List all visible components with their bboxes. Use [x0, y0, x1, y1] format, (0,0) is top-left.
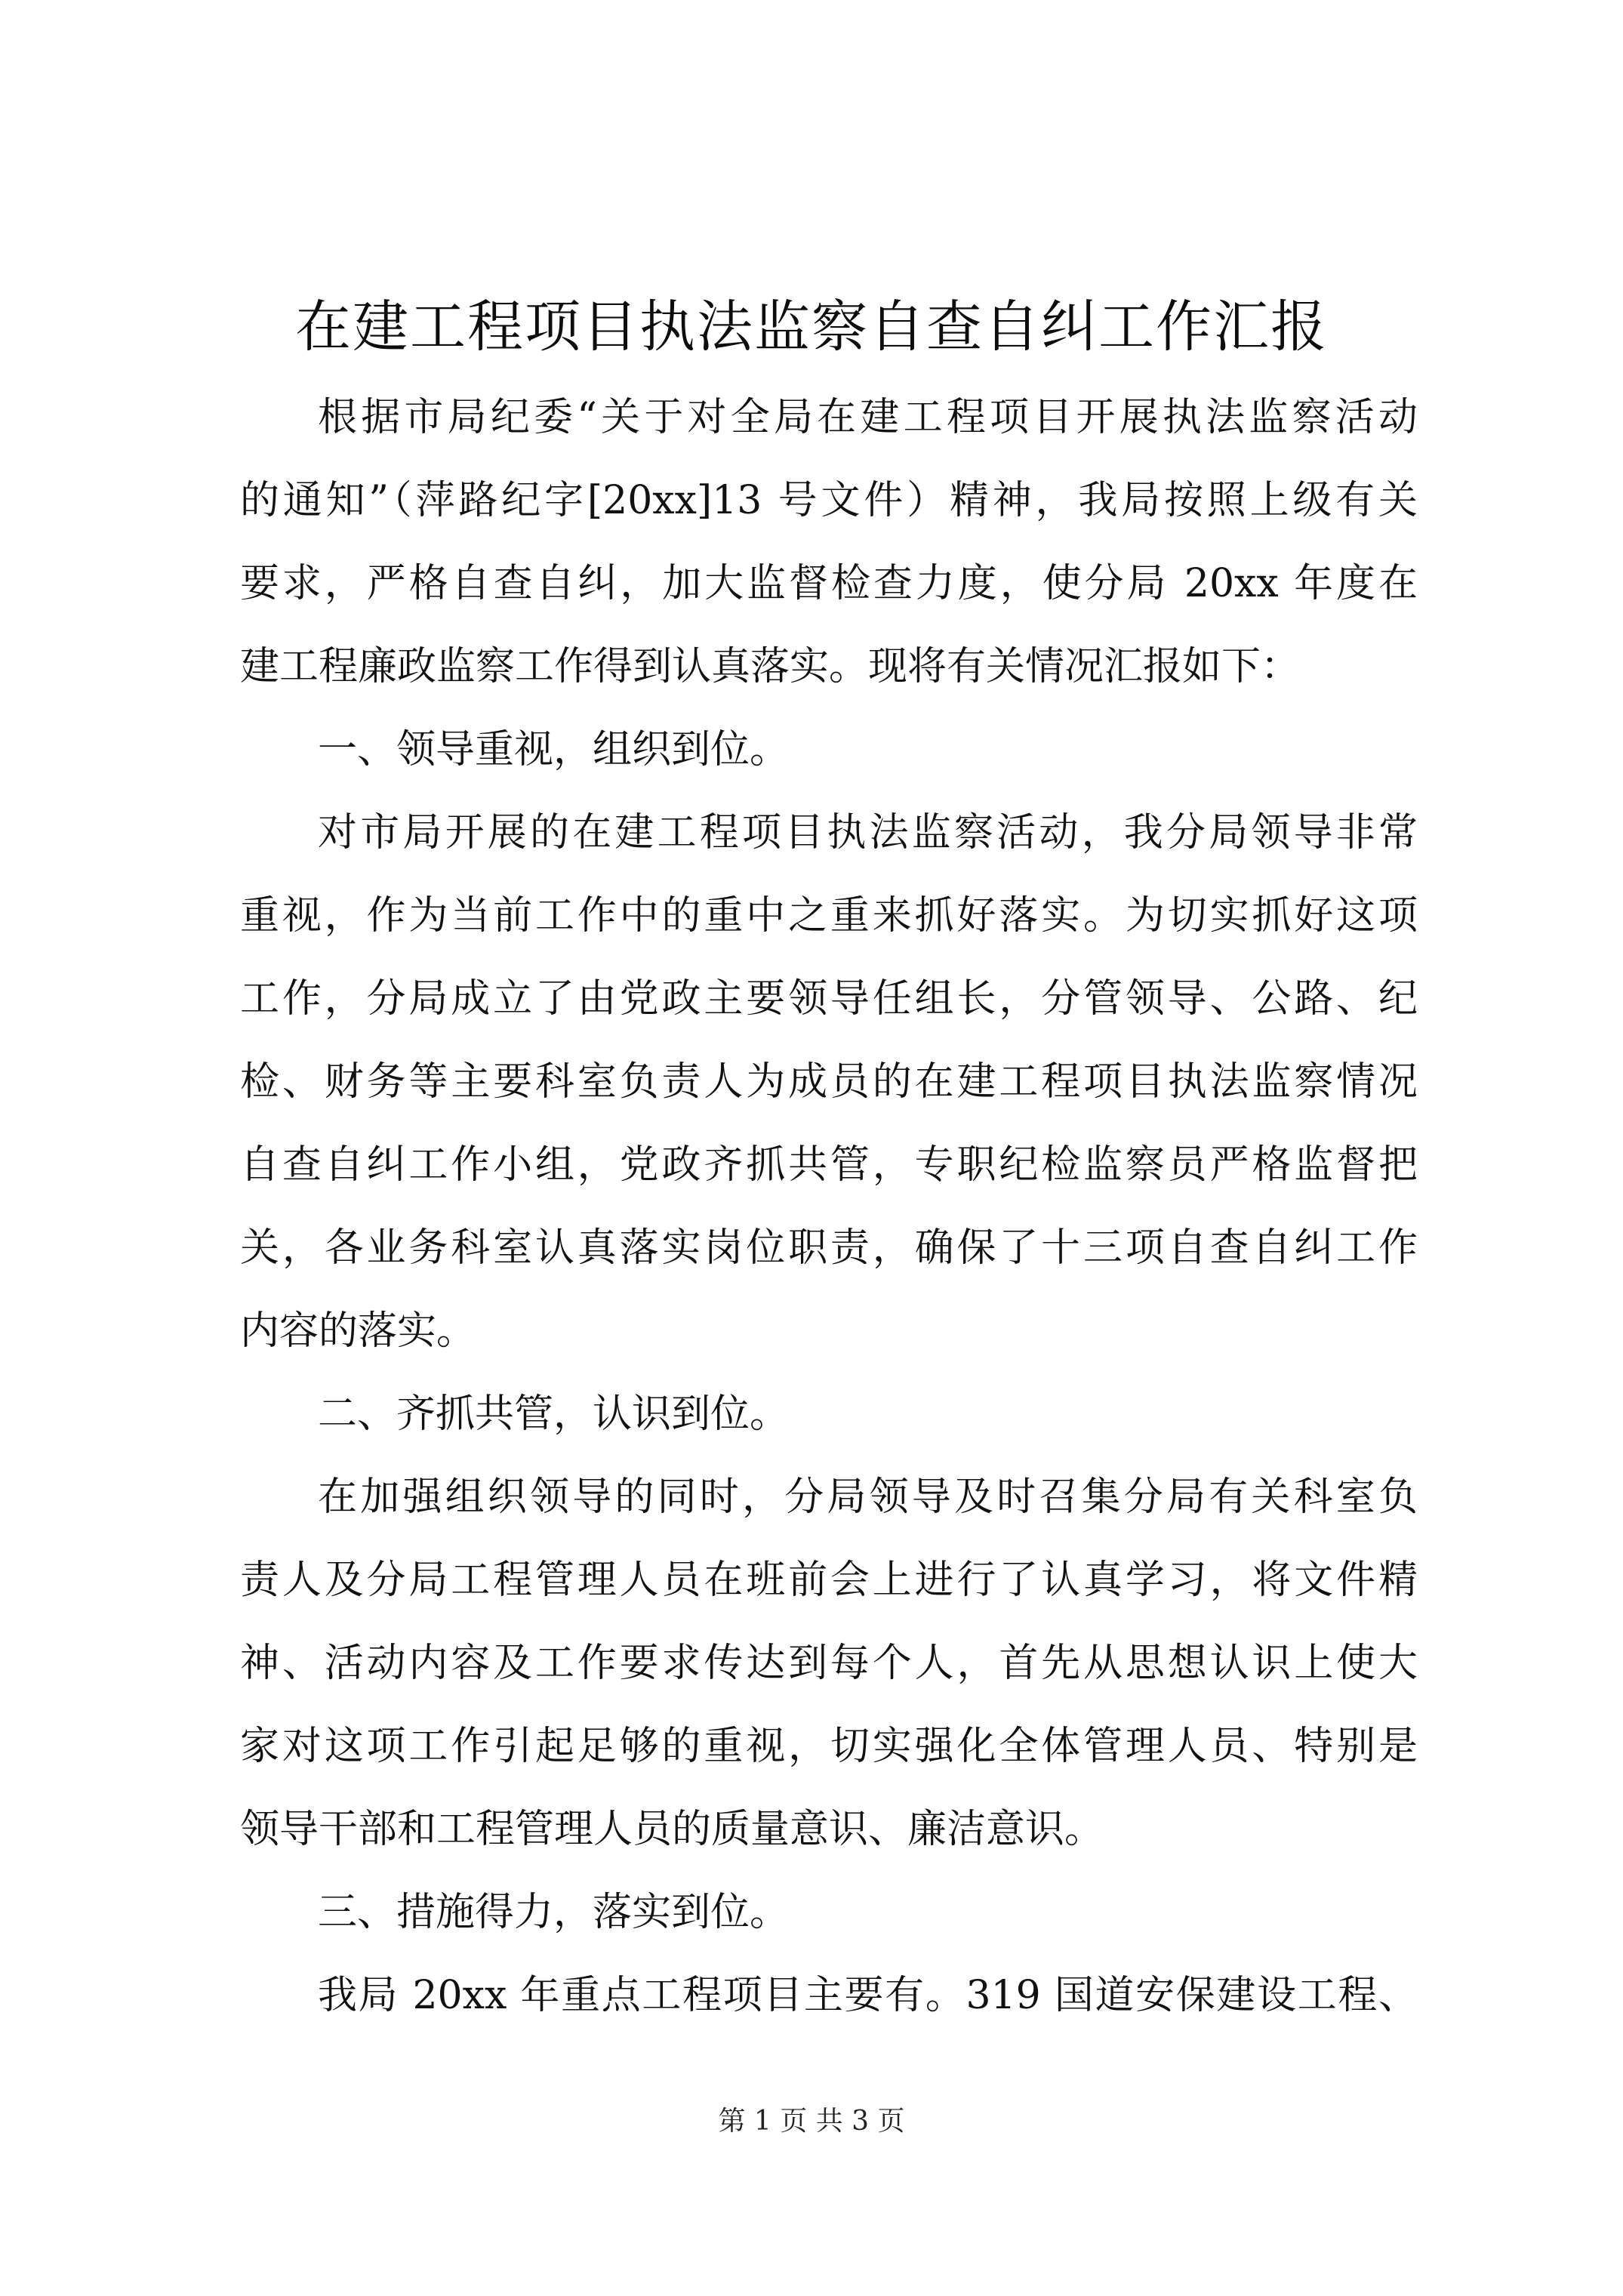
body-line: 一、领导重视，组织到位。	[318, 727, 790, 772]
body-line: 领导干部和工程管理人员的质量意识、廉洁意识。	[240, 1807, 1104, 1852]
body-line: 建工程廉政监察工作得到认真落实。现将有关情况汇报如下：	[240, 644, 1301, 689]
body-line: 自查自纠工作小组，党政齐抓共管，专职纪检监察员严格监督把	[240, 1142, 1418, 1188]
body-line: 在加强组织领导的同时，分局领导及时召集分局有关科室负	[318, 1475, 1418, 1520]
page-footer: 第 1 页 共 3 页	[718, 2106, 905, 2137]
body-line: 二、齐抓共管，认识到位。	[318, 1391, 790, 1437]
body-line: 根据市局纪委“关于对全局在建工程项目开展执法监察活动	[318, 395, 1418, 440]
body-line: 家对这项工作引起足够的重视，切实强化全体管理人员、特别是	[240, 1724, 1418, 1769]
body-line: 内容的落实。	[240, 1308, 476, 1354]
body-line: 对市局开展的在建工程项目执法监察活动，我分局领导非常	[318, 810, 1418, 855]
body-line: 神、活动内容及工作要求传达到每个人，首先从思想认识上使大	[240, 1641, 1418, 1686]
body-line: 工作，分局成立了由党政主要领导任组长，分管领导、公路、纪	[240, 976, 1418, 1022]
document-body	[240, 376, 1418, 2037]
body-line: 重视，作为当前工作中的重中之重来抓好落实。为切实抓好这项	[240, 893, 1418, 938]
body-line: 检、财务等主要科室负责人为成员的在建工程项目执法监察情况	[240, 1059, 1418, 1105]
body-line: 三、措施得力，落实到位。	[318, 1890, 790, 1935]
body-line: 关，各业务科室认真落实岗位职责，确保了十三项自查自纠工作	[240, 1225, 1418, 1271]
body-line: 要求，严格自查自纠，加大监督检查力度，使分局 20xx 年度在	[240, 561, 1418, 606]
document-title: 在建工程项目执法监察自查自纠工作汇报	[295, 294, 1328, 359]
body-line: 我局 20xx 年重点工程项目主要有。319 国道安保建设工程、	[318, 1973, 1418, 2018]
body-line: 的通知”（萍路纪字[20xx]13 号文件）精神，我局按照上级有关	[240, 478, 1418, 523]
body-line: 责人及分局工程管理人员在班前会上进行了认真学习，将文件精	[240, 1558, 1418, 1603]
